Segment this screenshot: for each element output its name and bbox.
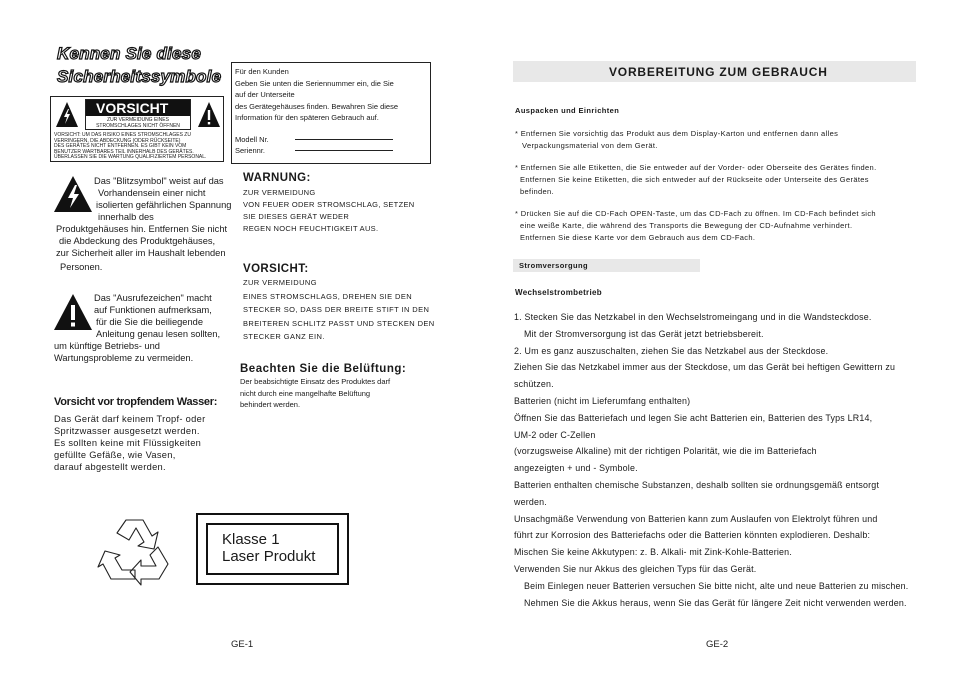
body-line: 1. Stecken Sie das Netzkabel in den Wechselstromeingang und in die Wandsteckdose.: [514, 312, 872, 322]
section-title: VORBEREITUNG ZUM GEBRAUCH: [609, 65, 828, 79]
caution-sub-line: ZUR VERMEIDUNG EINES: [107, 117, 169, 123]
caution-header: [85, 99, 191, 130]
bullet-line: * Drücken Sie auf die CD-Fach OPEN-Taste, um das CD-Fach zu öffnen. Im CD-Fach befindet sich: [515, 209, 876, 218]
warnung-line: ZUR VERMEIDUNG: [243, 188, 316, 197]
customer-box: [231, 62, 431, 164]
laser-class-label: [196, 513, 349, 585]
recycle-icon: [96, 515, 174, 587]
caution-label: [50, 96, 224, 162]
bullet-line: * Entfernen Sie vorsichtig das Produkt aus dem Display-Karton und entfernen dann alles: [515, 129, 839, 138]
customer-line: Für den Kunden: [235, 67, 289, 76]
water-line: Spritzwasser ausgesetzt werden.: [54, 426, 200, 436]
model-field: [235, 134, 427, 146]
model-label: Modell Nr.: [235, 134, 269, 144]
body-line: Batterien (nicht im Lieferumfang enthalten): [514, 395, 691, 406]
vorsicht-line: ZUR VERMEIDUNG: [243, 278, 317, 287]
body-line: Verwenden Sie nur Akkus des gleichen Typs für das Gerät.: [514, 563, 757, 574]
caution-body-line: VERRINGERN, DIE ABDECKUNG (ODER RÜCKSEITE): [54, 137, 181, 144]
flash-line: Produktgehäuses hin. Entfernen Sie nicht: [56, 224, 228, 234]
customer-line: Information für den späteren Gebrauch auf.: [235, 113, 379, 122]
vorsicht-line: STECKER SO, DASS DER BREITE STIFT IN DEN: [243, 305, 430, 315]
warnung-line: REGEN NOCH FEUCHTIGKEIT AUS.: [243, 224, 379, 233]
flash-line: isolierten gefährlichen Spannung: [96, 200, 232, 210]
body-line: Batterien enthalten chemische Substanzen, deshalb sollten sie ordnungsgemäß entsorgt: [514, 479, 880, 490]
bullet-line: befinden.: [520, 187, 555, 196]
customer-line: auf der Unterseite: [235, 90, 295, 99]
lightning-warning-icon: [55, 100, 79, 128]
serial-field: [235, 145, 427, 157]
warnung-heading: WARNUNG:: [243, 172, 311, 184]
flash-line: innerhalb des: [98, 212, 154, 222]
body-line: (vorzugsweise Alkaline) mit der richtigen Polarität, wie die im Batteriefach: [514, 446, 817, 457]
flash-line: zur Sicherheit aller im Haushalt lebenden: [56, 248, 226, 258]
body-line: Öffnen Sie das Batteriefach und legen Sie acht Batterien ein, Batterien des Typs LR14,: [514, 412, 873, 423]
ac-heading: Wechselstrombetrieb: [515, 288, 602, 297]
body-line: Ziehen Sie das Netzkabel immer aus der Steckdose, um das Gerät bei heftigen Gewittern zu: [514, 362, 896, 373]
flash-line: Personen.: [60, 262, 103, 272]
laser-line: Klasse 1: [222, 531, 280, 548]
exclaim-line: für die Sie die beiliegende: [96, 317, 203, 327]
title-line: Sicherheitssymbole: [57, 67, 222, 86]
flash-description: [56, 175, 241, 273]
bullet-item: [515, 162, 915, 198]
customer-line: des Gerätegehäuses finden. Bewahren Sie diese: [235, 101, 399, 111]
warnung-section: [243, 171, 443, 235]
warnung-line: VON FEUER ODER STROMSCHLAG, SETZEN: [243, 200, 415, 209]
body-line: schützen.: [514, 379, 554, 390]
section-bar: [513, 61, 916, 82]
body-line: Beim Einlegen neuer Batterien versuchen Sie bitte nicht, alte und neue Batterien zu mischen.: [524, 580, 909, 591]
water-line: darauf abgestellt werden.: [54, 462, 166, 472]
body-line: Mischen Sie keine Akkutypen: z. B. Alkali- mit Zink-Kohle-Batterien.: [514, 547, 792, 558]
title-line: Kennen Sie diese: [57, 44, 201, 63]
body-line: Mit der Stromversorgung ist das Gerät jetzt betriebsbereit.: [524, 328, 764, 339]
bullet-item: [515, 128, 915, 152]
water-line: Das Gerät darf keinem Tropf- oder: [54, 414, 206, 424]
caution-body-line: DES GERÄTES NICHT ENTFERNEN. ES GIBT KEIN VOM: [54, 143, 187, 150]
warnung-line: SIE DIESES GERÄT WEDER: [243, 212, 350, 221]
serial-label: Seriennr.: [235, 146, 266, 155]
power-body: [514, 309, 924, 611]
body-line: UM-2 oder C-Zellen: [514, 429, 596, 440]
ventilation-line: Der beabsichtigte Einsatz des Produktes darf: [240, 377, 391, 386]
ventilation-heading: Beachten Sie die Belüftung:: [240, 363, 407, 375]
model-line: [295, 139, 393, 140]
page-title: [57, 42, 221, 88]
water-line: Es sollten keine mit Flüssigkeiten: [54, 438, 202, 448]
exclaim-description: [54, 292, 242, 364]
body-line: Unsachgmäße Verwendung von Batterien kann zum Auslaufen von Elektrolyt führen und: [514, 513, 878, 524]
body-line: Nehmen Sie die Akkus heraus, wenn Sie das Gerät für längere Zeit nicht verwenden werden.: [524, 597, 907, 608]
caution-body-line: VORSICHT: UM DAS RISIKO EINES STROMSCHLAGES ZU: [54, 132, 191, 138]
body-line: angezeigten + und - Symbole.: [514, 463, 638, 474]
unpack-heading: Auspacken und Einrichten: [515, 106, 620, 115]
caution-sub-line: STROMSCHLAGES NICHT ÖFFNEN: [96, 122, 180, 129]
flash-line: die Abdeckung des Produktgehäuses,: [59, 236, 216, 246]
exclaim-line: auf Funktionen aufmerksam,: [94, 305, 212, 315]
flash-line: Vorhandensein einer nicht: [98, 188, 206, 198]
ventilation-line: nicht durch eine mangelhafte Belüftung: [240, 388, 371, 398]
bullet-line: Verpackungsmaterial von dem Gerät.: [522, 141, 658, 150]
bullet-item: [515, 208, 915, 244]
laser-line: Laser Produkt: [222, 548, 316, 565]
caution-body-line: ÜBERLASSEN SIE DIE WARTUNG QUALIFIZIERTEM PERSONAL.: [54, 154, 207, 161]
vorsicht-line: BREITEREN SCHLITZ PASST UND STECKEN DEN: [243, 318, 435, 328]
body-line: 2. Um es ganz auszuschalten, ziehen Sie das Netzkabel aus der Steckdose.: [514, 345, 829, 356]
vorsicht-section: [243, 262, 453, 344]
exclaim-line: Wartungsprobleme zu vermeiden.: [54, 353, 194, 363]
caution-heading: VORSICHT: [86, 100, 190, 116]
vorsicht-line: STECKER GANZ EIN.: [243, 332, 325, 342]
ventilation-section: [240, 362, 440, 411]
power-heading: Stromversorgung: [519, 261, 588, 270]
caution-body: [54, 133, 222, 161]
bullet-line: * Entfernen Sie alle Etiketten, die Sie entweder auf der Vorder- oder Oberseite des Gerätes finden.: [515, 163, 877, 172]
bullet-line: Entfernen Sie keine Etiketten, die sich entweder auf der Rückseite oder Unterseite des Gerätes: [520, 175, 869, 184]
bullet-line: eine weiße Karte, die während des Transports die Bewegung der CD-Aufnahme verhindert.: [520, 221, 853, 230]
customer-line: Geben Sie unten die Seriennummer ein, die Sie: [235, 78, 394, 88]
vorsicht-heading: VORSICHT:: [243, 263, 309, 275]
page-number: GE-1: [231, 639, 254, 650]
page-number: GE-2: [706, 639, 729, 650]
water-heading: Vorsicht vor tropfendem Wasser:: [54, 396, 218, 408]
laser-inner: [206, 523, 339, 575]
caution-body-line: BENUTZER WARTBARES TEIL INNERHALB DES GERÄTES.: [54, 148, 194, 155]
serial-line: [295, 150, 393, 151]
caution-sub: [86, 118, 190, 129]
water-line: gefüllte Gefäße, wie Vasen,: [54, 450, 176, 460]
body-line: führt zur Korrosion des Batteriefachs oder die Batterien könnten explodieren. Deshalb:: [514, 530, 871, 541]
unpack-bullets: [515, 128, 915, 244]
exclaim-line: Das "Ausrufezeichen" macht: [94, 293, 212, 303]
vorsicht-line: EINES STROMSCHLAGS, DREHEN SIE DEN: [243, 291, 413, 301]
body-line: werden.: [514, 496, 547, 507]
exclaim-line: Anleitung genau lesen sollten,: [96, 329, 221, 339]
flash-line: Das "Blitzsymbol" weist auf das: [94, 176, 224, 186]
exclaim-line: um künftige Betriebs- und: [54, 341, 160, 351]
power-bar: [513, 259, 700, 272]
bullet-line: Entfernen Sie diese Karte vor dem Gebrauch aus dem CD-Fach.: [520, 233, 756, 242]
water-section: [54, 395, 239, 473]
ventilation-line: behindert werden.: [240, 400, 301, 409]
exclamation-warning-icon: [197, 100, 221, 128]
